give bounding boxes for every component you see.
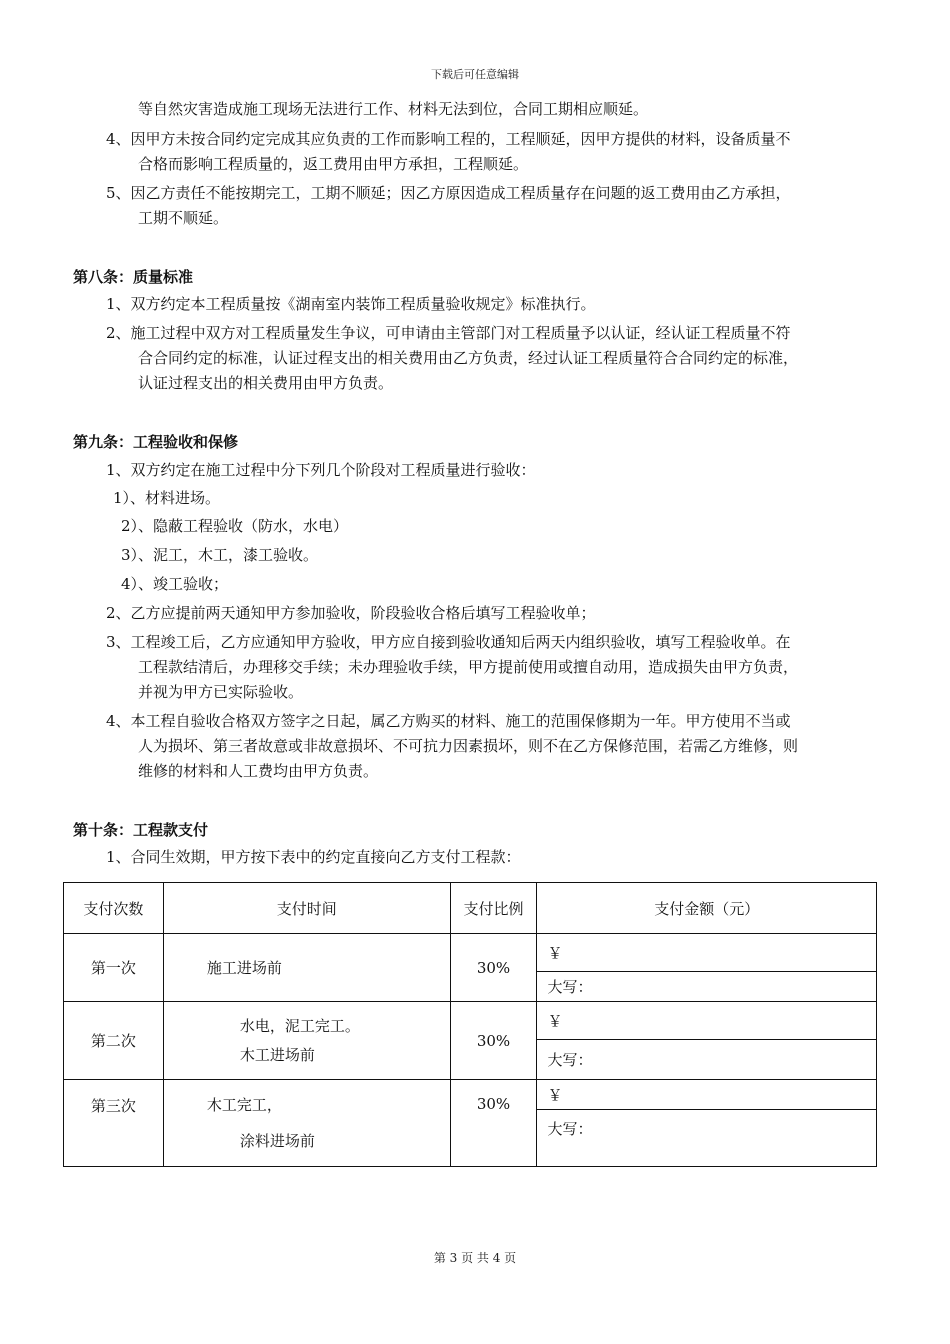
- header-payment-ratio: 支付比例: [450, 883, 537, 934]
- article8-item2-line3: 认证过程支出的相关费用由甲方负责。: [138, 374, 394, 392]
- article8-title: 第八条：质量标准: [73, 268, 194, 286]
- article9-item1: 1、双方约定在施工过程中分下列几个阶段对工程质量进行验收：: [106, 461, 536, 479]
- article9-sub1: 1）、材料进场。: [113, 489, 221, 507]
- row2-time: [163, 1001, 450, 1080]
- payment-table: [63, 882, 877, 1167]
- row2-index: 第二次: [64, 1001, 164, 1080]
- article8-item2-line1: 2、施工过程中双方对工程质量发生争议，可申请由主管部门对工程质量予以认证，经认证工程质量不符: [106, 324, 791, 342]
- row2-time-line1: 水电，泥工完工。: [239, 1016, 360, 1035]
- table-row: [64, 1080, 877, 1109]
- header-payment-time: 支付时间: [163, 883, 450, 934]
- row1-amount-figure: ￥: [537, 934, 877, 971]
- article8-item2-line2: 合合同约定的标准，认证过程支出的相关费用由乙方负责，经过认证工程质量符合合同约定的标准，: [138, 349, 799, 367]
- row2-amount-figure: ￥: [537, 1001, 877, 1039]
- row3-index: 第三次: [64, 1080, 164, 1167]
- article7-continuation: 等自然灾害造成施工现场无法进行工作、材料无法到位，合同工期相应顺延。: [138, 100, 649, 118]
- table-row: [64, 1001, 877, 1039]
- table-row: [64, 934, 877, 971]
- row1-index: 第一次: [64, 934, 164, 1001]
- page-footer: 第 3 页 共 4 页: [433, 1251, 517, 1265]
- article9-sub4: 4）、竣工验收；: [121, 575, 229, 593]
- row1-time-line1: 施工进场前: [206, 959, 282, 978]
- article9-sub2: 2）、隐蔽工程验收（防水，水电）: [121, 517, 349, 535]
- article9-title: 第九条：工程验收和保修: [73, 433, 239, 451]
- row1-ratio: 30%: [450, 934, 537, 1001]
- article9-item4-line1: 4、本工程自验收合格双方签字之日起，属乙方购买的材料、施工的范围保修期为一年。甲方使用不当或: [106, 712, 791, 730]
- row3-time-line2: 涂料进场前: [239, 1132, 315, 1151]
- row2-ratio: 30%: [450, 1001, 537, 1080]
- row2-amount-words: 大写：: [537, 1040, 877, 1080]
- article9-sub3: 3）、泥工，木工，漆工验收。: [121, 546, 319, 564]
- article9-item4-line3: 维修的材料和人工费均由甲方负责。: [138, 762, 379, 780]
- article10-item1: 1、合同生效期，甲方按下表中的约定直接向乙方支付工程款：: [106, 848, 521, 866]
- article9-item4-line2: 人为损坏、第三者故意或非故意损坏、不可抗力因素损坏，则不在乙方保修范围，若需乙方维修，则: [138, 737, 799, 755]
- article9-item3-line3: 并视为甲方已实际验收。: [138, 683, 304, 701]
- row3-ratio: 30%: [450, 1080, 537, 1167]
- header-payment-amount: 支付金额（元）: [537, 883, 877, 934]
- header-payment-count: 支付次数: [64, 883, 164, 934]
- article8-item1: 1、双方约定本工程质量按《湖南室内装饰工程质量验收规定》标准执行。: [106, 295, 596, 313]
- article9-item3-line1: 3、工程竣工后，乙方应通知甲方验收，甲方应自接到验收通知后两天内组织验收，填写工程验收单。在: [106, 633, 791, 651]
- row3-time-line1: 木工完工，: [206, 1096, 282, 1115]
- article9-item2: 2、乙方应提前两天通知甲方参加验收，阶段验收合格后填写工程验收单；: [106, 604, 596, 622]
- article10-title: 第十条：工程款支付: [73, 821, 209, 839]
- article7-item5-line2: 工期不顺延。: [138, 209, 229, 227]
- row1-amount-words: 大写：: [537, 971, 877, 1001]
- row3-amount-words: 大写：: [537, 1109, 877, 1166]
- row3-time: [163, 1080, 450, 1167]
- article9-item3-line2: 工程款结清后，办理移交手续；未办理验收手续，甲方提前使用或擅自动用，造成损失由甲方负责，: [138, 658, 799, 676]
- row1-time: [163, 934, 450, 1001]
- row3-amount-figure: ￥: [537, 1080, 877, 1109]
- page-header: 下载后可任意编辑: [431, 68, 519, 81]
- article7-item4-line2: 合格而影响工程质量的，返工费用由甲方承担，工程顺延。: [138, 155, 529, 173]
- table-header-row: [64, 883, 877, 934]
- row2-time-line2: 木工进场前: [239, 1045, 315, 1064]
- article7-item5-line1: 5、因乙方责任不能按期完工，工期不顺延；因乙方原因造成工程质量存在问题的返工费用由乙方承担，: [106, 184, 791, 202]
- article7-item4-line1: 4、因甲方未按合同约定完成其应负责的工作而影响工程的，工程顺延，因甲方提供的材料，设备质量不: [106, 130, 791, 148]
